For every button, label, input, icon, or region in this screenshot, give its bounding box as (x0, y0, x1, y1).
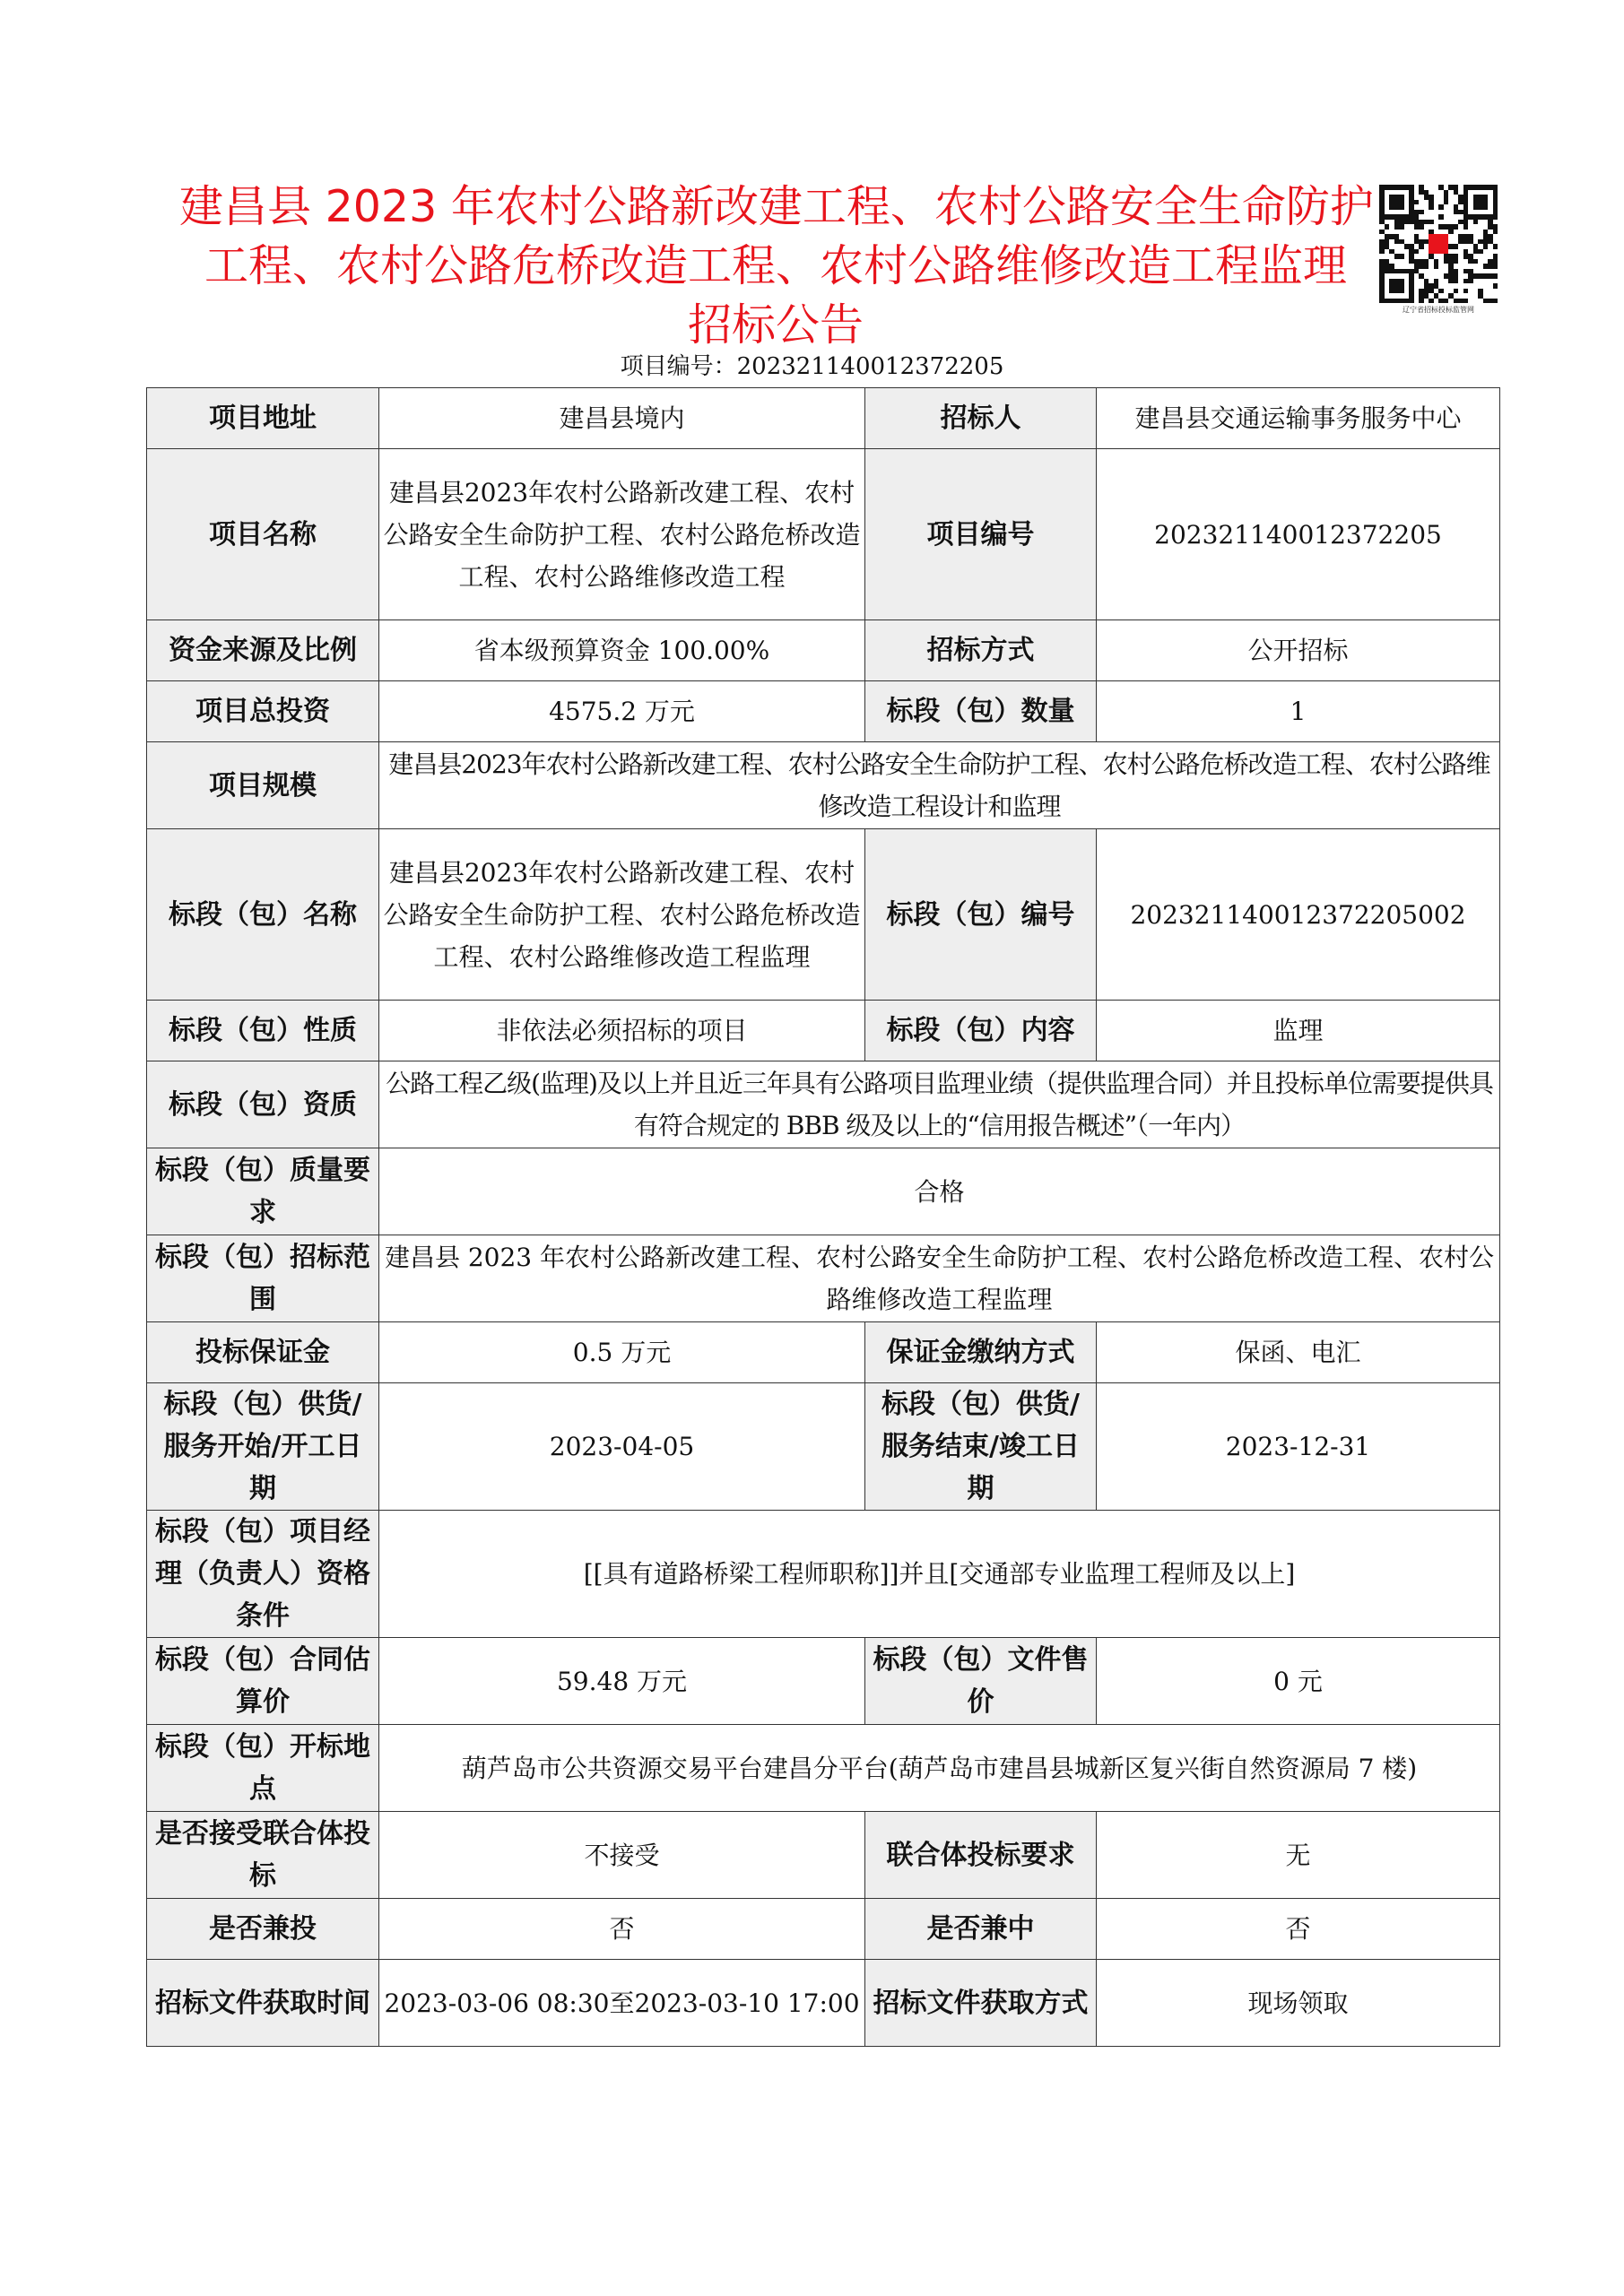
label-lot-count: 标段（包）数量 (865, 681, 1097, 742)
value-total-investment: 4575.2 万元 (379, 681, 865, 742)
value-lot-nature: 非依法必须招标的项目 (379, 1001, 865, 1061)
label-tender-method: 招标方式 (865, 620, 1097, 681)
label-contract-estimate: 标段（包）合同估算价 (147, 1638, 379, 1725)
table-row (147, 1322, 1500, 1383)
value-document-acquisition-method: 现场领取 (1097, 1960, 1500, 2047)
value-document-price: 0 元 (1097, 1638, 1500, 1725)
label-tender-scope: 标段（包）招标范围 (147, 1235, 379, 1322)
value-lot-number: 202321140012372205002 (1097, 829, 1500, 1001)
value-concurrent-bidding: 否 (379, 1899, 865, 1960)
value-funding-source: 省本级预算资金 100.00% (379, 620, 865, 681)
bid-info-table (146, 387, 1500, 2047)
label-bond-payment-method: 保证金缴纳方式 (865, 1322, 1097, 1383)
value-end-date: 2023-12-31 (1097, 1383, 1500, 1511)
project-number-line: 项目编号：202321140012372205 (620, 353, 1004, 380)
value-lot-count: 1 (1097, 681, 1500, 742)
label-lot-content: 标段（包）内容 (865, 1001, 1097, 1061)
value-tender-method: 公开招标 (1097, 620, 1500, 681)
title-line-1: 建昌县 2023 年农村公路新改建工程、农村公路安全生命防护 (179, 181, 1374, 232)
document-title (179, 178, 1372, 355)
qr-code-icon (1379, 185, 1498, 303)
label-funding-source: 资金来源及比例 (147, 620, 379, 681)
value-lot-qualification: 公路工程乙级(监理)及以上并且近三年具有公路项目监理业绩（提供监理合同）并且投标单位需要提供具有符合规定的 BBB 级及以上的“信用报告概述”（一年内） (379, 1061, 1500, 1148)
title-line-3: 招标公告 (687, 299, 864, 351)
value-lot-content: 监理 (1097, 1001, 1500, 1061)
label-project-name: 项目名称 (147, 449, 379, 620)
label-manager-qualification: 标段（包）项目经理（负责人）资格条件 (147, 1511, 379, 1638)
table-row (147, 1725, 1500, 1812)
table-row (147, 1960, 1500, 2047)
value-project-scale: 建昌县2023年农村公路新改建工程、农村公路安全生命防护工程、农村公路危桥改造工程、农村公路维修改造工程设计和监理 (379, 742, 1500, 829)
value-project-name: 建昌县2023年农村公路新改建工程、农村公路安全生命防护工程、农村公路危桥改造工程、农村公路维修改造工程 (379, 449, 865, 620)
label-lot-number: 标段（包）编号 (865, 829, 1097, 1001)
value-project-number: 202321140012372205 (1097, 449, 1500, 620)
table-row (147, 681, 1500, 742)
label-document-price: 标段（包）文件售价 (865, 1638, 1097, 1725)
table-row (147, 388, 1500, 449)
value-concurrent-winning: 否 (1097, 1899, 1500, 1960)
label-total-investment: 项目总投资 (147, 681, 379, 742)
label-concurrent-bidding: 是否兼投 (147, 1899, 379, 1960)
value-consortium-accepted: 不接受 (379, 1812, 865, 1899)
table-row (147, 829, 1500, 1001)
table-row (147, 1899, 1500, 1960)
table-row (147, 1001, 1500, 1061)
table-row (147, 620, 1500, 681)
label-concurrent-winning: 是否兼中 (865, 1899, 1097, 1960)
label-tenderer: 招标人 (865, 388, 1097, 449)
value-tenderer: 建昌县交通运输事务服务中心 (1097, 388, 1500, 449)
value-bid-opening-location: 葫芦岛市公共资源交易平台建昌分平台(葫芦岛市建昌县城新区复兴街自然资源局 7 楼) (379, 1725, 1500, 1812)
table-row (147, 1383, 1500, 1511)
title-line-2: 工程、农村公路危桥改造工程、农村公路维修改造工程监理 (204, 240, 1347, 291)
value-contract-estimate: 59.48 万元 (379, 1638, 865, 1725)
label-end-date: 标段（包）供货/服务结束/竣工日期 (865, 1383, 1097, 1511)
table-row (147, 1148, 1500, 1235)
label-bid-opening-location: 标段（包）开标地点 (147, 1725, 379, 1812)
label-project-address: 项目地址 (147, 388, 379, 449)
table-row (147, 1638, 1500, 1725)
label-start-date: 标段（包）供货/服务开始/开工日期 (147, 1383, 379, 1511)
value-document-acquisition-time: 2023-03-06 08:30至2023-03-10 17:00 (379, 1960, 865, 2047)
value-project-address: 建昌县境内 (379, 388, 865, 449)
value-lot-name: 建昌县2023年农村公路新改建工程、农村公路安全生命防护工程、农村公路危桥改造工程、农村公路维修改造工程监理 (379, 829, 865, 1001)
table-row (147, 1235, 1500, 1322)
table-row (147, 1812, 1500, 1899)
table-row (147, 449, 1500, 620)
table-row (147, 742, 1500, 829)
label-lot-name: 标段（包）名称 (147, 829, 379, 1001)
table-row (147, 1061, 1500, 1148)
qr-code (1379, 185, 1498, 316)
label-project-number: 项目编号 (865, 449, 1097, 620)
label-consortium-accepted: 是否接受联合体投标 (147, 1812, 379, 1899)
label-project-scale: 项目规模 (147, 742, 379, 829)
label-lot-qualification: 标段（包）资质 (147, 1061, 379, 1148)
label-quality-requirement: 标段（包）质量要求 (147, 1148, 379, 1235)
label-consortium-requirement: 联合体投标要求 (865, 1812, 1097, 1899)
table-row (147, 1511, 1500, 1638)
value-manager-qualification: [[具有道路桥梁工程师职称]]并且[交通部专业监理工程师及以上] (379, 1511, 1500, 1638)
value-quality-requirement: 合格 (379, 1148, 1500, 1235)
value-consortium-requirement: 无 (1097, 1812, 1500, 1899)
label-document-acquisition-time: 招标文件获取时间 (147, 1960, 379, 2047)
label-document-acquisition-method: 招标文件获取方式 (865, 1960, 1097, 2047)
value-tender-scope: 建昌县 2023 年农村公路新改建工程、农村公路安全生命防护工程、农村公路危桥改造工程、农村公路维修改造工程监理 (379, 1235, 1500, 1322)
qr-caption: 辽宁省招标投标监管网 (1403, 306, 1474, 314)
value-bid-bond: 0.5 万元 (379, 1322, 865, 1383)
value-start-date: 2023-04-05 (379, 1383, 865, 1511)
label-bid-bond: 投标保证金 (147, 1322, 379, 1383)
label-lot-nature: 标段（包）性质 (147, 1001, 379, 1061)
value-bond-payment-method: 保函、电汇 (1097, 1322, 1500, 1383)
